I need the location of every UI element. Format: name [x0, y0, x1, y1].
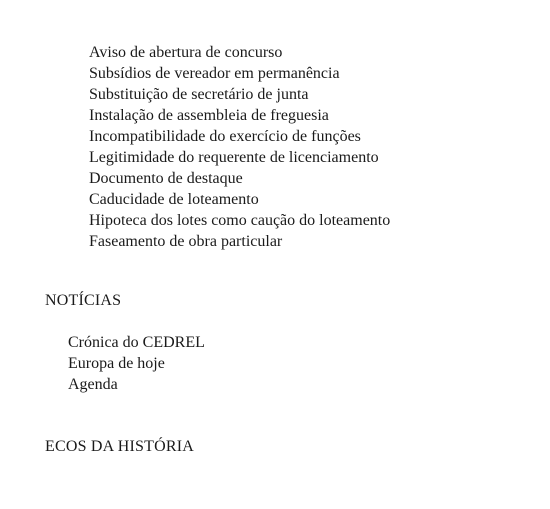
- list-item: Legitimidade do requerente de licenciamento: [89, 149, 379, 166]
- list-item: Documento de destaque: [89, 170, 243, 187]
- noticias-list: [68, 332, 205, 395]
- list-item: Incompatibilidade do exercício de funções: [89, 128, 361, 145]
- list-item: Faseamento de obra particular: [89, 233, 283, 250]
- list-item: Substituição de secretário de junta: [89, 86, 309, 103]
- list-item: Caducidade de loteamento: [89, 191, 259, 208]
- list-item: Instalação de assembleia de freguesia: [89, 107, 329, 124]
- list-item: Subsídios de vereador em permanência: [89, 65, 340, 82]
- list-item: Agenda: [68, 376, 118, 393]
- topic-list: [89, 42, 390, 252]
- list-item: Hipoteca dos lotes como caução do loteamento: [89, 212, 391, 229]
- section-heading-noticias: NOTÍCIAS: [45, 292, 122, 309]
- list-item: Crónica do CEDREL: [68, 334, 205, 351]
- section-heading-ecos-da-historia: ECOS DA HISTÓRIA: [45, 438, 194, 455]
- list-item: Europa de hoje: [68, 355, 165, 372]
- list-item: Aviso de abertura de concurso: [89, 44, 283, 61]
